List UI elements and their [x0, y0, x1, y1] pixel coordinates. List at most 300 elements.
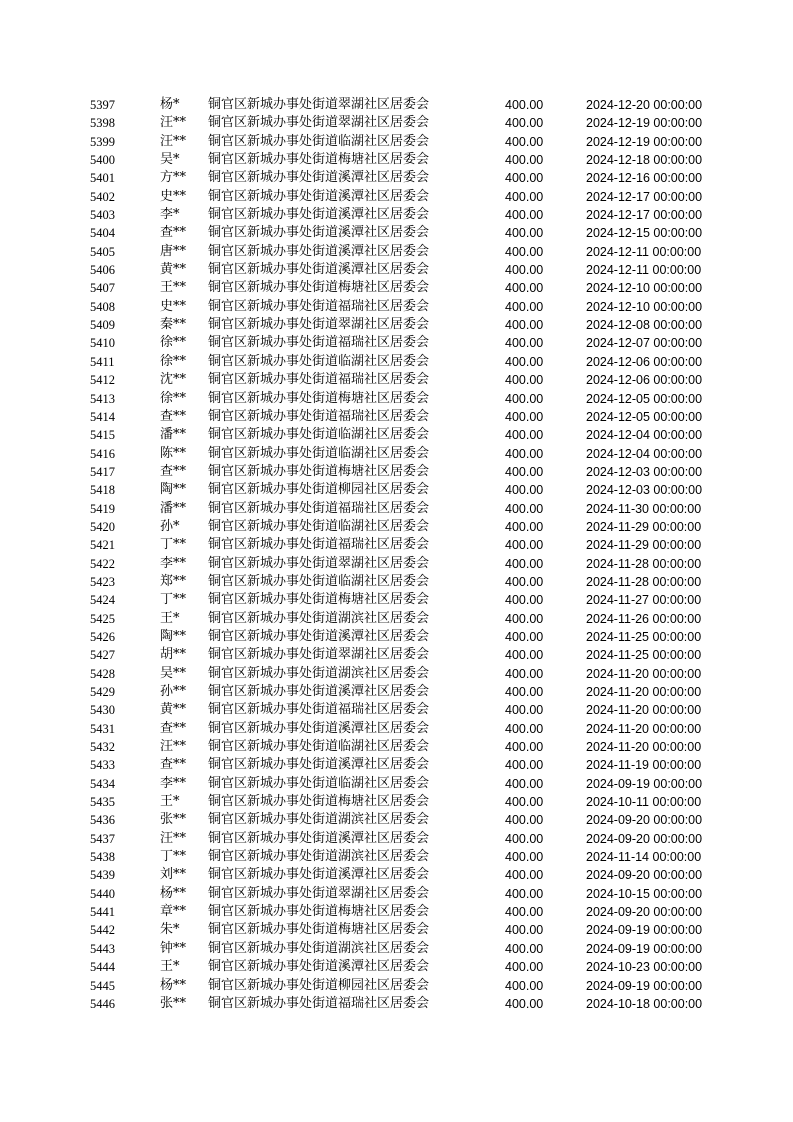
row-number: 5404 — [90, 226, 115, 241]
person-name: 查** — [160, 463, 187, 479]
person-name: 杨** — [160, 885, 187, 901]
amount-value: 400.00 — [505, 703, 544, 718]
date-value: 2024-09-20 00:00:00 — [586, 905, 703, 920]
organization-name: 铜官区新城办事处街道溪潭社区居委会 — [208, 720, 430, 736]
amount-value: 400.00 — [505, 189, 544, 204]
table-row — [0, 243, 793, 261]
amount-value: 400.00 — [505, 685, 544, 699]
amount-value: 400.00 — [505, 98, 544, 112]
amount-value: 400.00 — [505, 226, 544, 241]
amount-value: 400.00 — [505, 281, 544, 296]
organization-name: 铜官区新城办事处街道临湖社区居委会 — [208, 133, 430, 149]
table-row — [0, 169, 793, 187]
person-name: 吴** — [160, 665, 187, 681]
amount-value: 400.00 — [505, 134, 544, 149]
date-value: 2024-12-10 00:00:00 — [586, 299, 703, 314]
row-number: 5399 — [90, 134, 115, 149]
table-row — [0, 628, 793, 646]
row-number: 5409 — [90, 318, 115, 333]
organization-name: 铜官区新城办事处街道梅塘社区居委会 — [208, 152, 430, 168]
date-value: 2024-12-04 00:00:00 — [586, 428, 703, 443]
date-value: 2024-09-20 00:00:00 — [586, 831, 703, 846]
row-number: 5414 — [90, 409, 115, 424]
person-name: 王* — [160, 794, 180, 810]
organization-name: 铜官区新城办事处街道梅塘社区居委会 — [208, 463, 430, 479]
row-number: 5432 — [90, 740, 115, 755]
organization-name: 铜官区新城办事处街道梅塘社区居委会 — [208, 904, 430, 920]
person-name: 杨** — [160, 977, 187, 993]
organization-name: 铜官区新城办事处街道翠湖社区居委会 — [208, 115, 430, 131]
organization-name: 铜官区新城办事处街道福瑞社区居委会 — [208, 372, 430, 388]
table-row — [0, 940, 793, 958]
person-name: 唐** — [160, 243, 187, 259]
date-value: 2024-10-23 00:00:00 — [586, 960, 703, 975]
person-name: 黄** — [160, 262, 187, 278]
amount-value: 400.00 — [505, 886, 544, 901]
amount-value: 400.00 — [505, 923, 544, 938]
date-value: 2024-11-14 00:00:00 — [586, 850, 702, 865]
amount-value: 400.00 — [505, 171, 544, 186]
record-table — [0, 96, 793, 1013]
row-number: 5402 — [90, 189, 115, 204]
organization-name: 铜官区新城办事处街道溪潭社区居委会 — [208, 188, 430, 204]
row-number: 5442 — [90, 923, 115, 938]
date-value: 2024-11-20 00:00:00 — [586, 703, 702, 718]
row-number: 5412 — [90, 373, 115, 388]
date-value: 2024-10-11 00:00:00 — [586, 795, 702, 810]
organization-name: 铜官区新城办事处街道福瑞社区居委会 — [208, 702, 430, 718]
date-value: 2024-12-11 00:00:00 — [586, 263, 702, 278]
person-name: 汪** — [160, 133, 187, 149]
row-number: 5431 — [90, 721, 115, 736]
person-name: 胡** — [160, 647, 187, 663]
table-row — [0, 261, 793, 279]
person-name: 查** — [160, 720, 187, 736]
amount-value: 400.00 — [505, 905, 544, 920]
organization-name: 铜官区新城办事处街道梅塘社区居委会 — [208, 280, 430, 296]
date-value: 2024-12-17 00:00:00 — [586, 189, 703, 204]
amount-value: 400.00 — [505, 464, 544, 479]
date-value: 2024-12-05 00:00:00 — [586, 391, 703, 406]
row-number: 5433 — [90, 758, 115, 773]
organization-name: 铜官区新城办事处街道梅塘社区居委会 — [208, 592, 430, 608]
date-value: 2024-12-03 00:00:00 — [586, 483, 703, 498]
table-row — [0, 133, 793, 151]
organization-name: 铜官区新城办事处街道翠湖社区居委会 — [208, 647, 430, 663]
date-value: 2024-12-06 00:00:00 — [586, 354, 703, 369]
row-number: 5424 — [90, 593, 115, 608]
amount-value: 400.00 — [505, 996, 544, 1011]
table-row — [0, 96, 793, 114]
table-row — [0, 738, 793, 756]
person-name: 陶** — [160, 482, 187, 498]
table-row — [0, 701, 793, 719]
row-number: 5440 — [90, 886, 115, 901]
amount-value: 400.00 — [505, 263, 544, 278]
table-row — [0, 775, 793, 793]
person-name: 章** — [160, 904, 187, 920]
row-number: 5415 — [90, 428, 115, 443]
table-row — [0, 573, 793, 591]
amount-value: 400.00 — [505, 776, 544, 791]
row-number: 5397 — [90, 98, 115, 112]
table-row — [0, 591, 793, 609]
table-row — [0, 958, 793, 976]
row-number: 5438 — [90, 850, 115, 865]
row-number: 5401 — [90, 171, 115, 186]
person-name: 杨* — [160, 97, 180, 112]
table-row — [0, 224, 793, 242]
person-name: 秦** — [160, 317, 187, 333]
amount-value: 400.00 — [505, 960, 544, 975]
person-name: 方** — [160, 170, 187, 186]
person-name: 史** — [160, 298, 187, 314]
row-number: 5416 — [90, 446, 115, 461]
organization-name: 铜官区新城办事处街道梅塘社区居委会 — [208, 794, 430, 810]
organization-name: 铜官区新城办事处街道临湖社区居委会 — [208, 427, 430, 443]
organization-name: 铜官区新城办事处街道翠湖社区居委会 — [208, 555, 430, 571]
person-name: 徐** — [160, 335, 187, 351]
date-value: 2024-12-10 00:00:00 — [586, 281, 703, 296]
person-name: 沈** — [160, 372, 187, 388]
person-name: 查** — [160, 408, 187, 424]
table-row — [0, 426, 793, 444]
date-value: 2024-09-19 00:00:00 — [586, 941, 703, 956]
table-row — [0, 811, 793, 829]
amount-value: 400.00 — [505, 831, 544, 846]
date-value: 2024-12-17 00:00:00 — [586, 208, 703, 223]
organization-name: 铜官区新城办事处街道湖滨社区居委会 — [208, 849, 430, 865]
amount-value: 400.00 — [505, 556, 544, 571]
organization-name: 铜官区新城办事处街道临湖社区居委会 — [208, 518, 430, 534]
amount-value: 400.00 — [505, 409, 544, 424]
row-number: 5420 — [90, 519, 115, 534]
organization-name: 铜官区新城办事处街道湖滨社区居委会 — [208, 812, 430, 828]
amount-value: 400.00 — [505, 666, 544, 681]
organization-name: 铜官区新城办事处街道溪潭社区居委会 — [208, 225, 430, 241]
person-name: 潘** — [160, 500, 187, 516]
person-name: 王* — [160, 959, 180, 975]
row-number: 5435 — [90, 795, 115, 810]
organization-name: 铜官区新城办事处街道梅塘社区居委会 — [208, 922, 430, 938]
date-value: 2024-09-20 00:00:00 — [586, 813, 703, 828]
table-row — [0, 500, 793, 518]
row-number: 5413 — [90, 391, 115, 406]
organization-name: 铜官区新城办事处街道福瑞社区居委会 — [208, 298, 430, 314]
date-value: 2024-10-15 00:00:00 — [586, 886, 703, 901]
amount-value: 400.00 — [505, 648, 544, 663]
date-value: 2024-10-18 00:00:00 — [586, 996, 703, 1011]
person-name: 潘** — [160, 427, 187, 443]
person-name: 吴* — [160, 152, 180, 168]
amount-value: 400.00 — [505, 318, 544, 333]
date-value: 2024-11-20 00:00:00 — [586, 740, 702, 755]
person-name: 陶** — [160, 628, 187, 644]
table-row — [0, 866, 793, 884]
row-number: 5430 — [90, 703, 115, 718]
date-value: 2024-11-28 00:00:00 — [586, 574, 702, 589]
row-number: 5411 — [90, 354, 115, 369]
amount-value: 400.00 — [505, 299, 544, 314]
row-number: 5406 — [90, 263, 115, 278]
table-row — [0, 353, 793, 371]
organization-name: 铜官区新城办事处街道溪潭社区居委会 — [208, 262, 430, 278]
date-value: 2024-12-11 00:00:00 — [586, 244, 702, 259]
table-row — [0, 977, 793, 995]
row-number: 5422 — [90, 556, 115, 571]
person-name: 查** — [160, 757, 187, 773]
table-row — [0, 610, 793, 628]
date-value: 2024-09-19 00:00:00 — [586, 923, 703, 938]
table-row — [0, 298, 793, 316]
person-name: 李** — [160, 775, 187, 791]
organization-name: 铜官区新城办事处街道溪潭社区居委会 — [208, 170, 430, 186]
amount-value: 400.00 — [505, 593, 544, 608]
row-number: 5434 — [90, 776, 115, 791]
person-name: 徐** — [160, 353, 187, 369]
amount-value: 400.00 — [505, 519, 544, 534]
person-name: 黄** — [160, 702, 187, 718]
row-number: 5429 — [90, 685, 115, 699]
amount-value: 400.00 — [505, 116, 544, 131]
amount-value: 400.00 — [505, 428, 544, 443]
row-number: 5407 — [90, 281, 115, 296]
organization-name: 铜官区新城办事处街道溪潭社区居委会 — [208, 867, 430, 883]
organization-name: 铜官区新城办事处街道临湖社区居委会 — [208, 739, 430, 755]
row-number: 5408 — [90, 299, 115, 314]
table-row — [0, 279, 793, 297]
organization-name: 铜官区新城办事处街道溪潭社区居委会 — [208, 684, 430, 699]
table-row — [0, 848, 793, 866]
table-row — [0, 921, 793, 939]
organization-name: 铜官区新城办事处街道溪潭社区居委会 — [208, 830, 430, 846]
row-number: 5419 — [90, 501, 115, 516]
amount-value: 400.00 — [505, 538, 544, 553]
amount-value: 400.00 — [505, 611, 544, 626]
row-number: 5444 — [90, 960, 115, 975]
person-name: 李** — [160, 555, 187, 571]
row-number: 5446 — [90, 996, 115, 1011]
amount-value: 400.00 — [505, 941, 544, 956]
amount-value: 400.00 — [505, 850, 544, 865]
row-number: 5410 — [90, 336, 115, 351]
amount-value: 400.00 — [505, 446, 544, 461]
table-row — [0, 555, 793, 573]
amount-value: 400.00 — [505, 978, 544, 993]
table-row — [0, 903, 793, 921]
organization-name: 铜官区新城办事处街道溪潭社区居委会 — [208, 959, 430, 975]
row-number: 5423 — [90, 574, 115, 589]
amount-value: 400.00 — [505, 721, 544, 736]
date-value: 2024-11-20 00:00:00 — [586, 685, 702, 699]
person-name: 汪** — [160, 830, 187, 846]
person-name: 钟** — [160, 940, 187, 956]
person-name: 郑** — [160, 573, 187, 589]
person-name: 张** — [160, 995, 187, 1011]
table-row — [0, 646, 793, 664]
date-value: 2024-12-06 00:00:00 — [586, 373, 703, 388]
organization-name: 铜官区新城办事处街道临湖社区居委会 — [208, 353, 430, 369]
person-name: 孙* — [160, 518, 180, 534]
person-name: 王** — [160, 280, 187, 296]
amount-value: 400.00 — [505, 336, 544, 351]
table-row — [0, 390, 793, 408]
row-number: 5398 — [90, 116, 115, 131]
date-value: 2024-12-20 00:00:00 — [586, 98, 703, 112]
amount-value: 400.00 — [505, 740, 544, 755]
date-value: 2024-12-19 00:00:00 — [586, 116, 703, 131]
organization-name: 铜官区新城办事处街道湖滨社区居委会 — [208, 940, 430, 956]
row-number: 5426 — [90, 629, 115, 644]
date-value: 2024-12-08 00:00:00 — [586, 318, 703, 333]
row-number: 5425 — [90, 611, 115, 626]
person-name: 孙** — [160, 684, 187, 699]
organization-name: 铜官区新城办事处街道溪潭社区居委会 — [208, 207, 430, 223]
row-number: 5437 — [90, 831, 115, 846]
amount-value: 400.00 — [505, 868, 544, 883]
date-value: 2024-12-18 00:00:00 — [586, 153, 703, 168]
table-row — [0, 408, 793, 426]
date-value: 2024-12-19 00:00:00 — [586, 134, 703, 149]
amount-value: 400.00 — [505, 758, 544, 773]
organization-name: 铜官区新城办事处街道临湖社区居委会 — [208, 775, 430, 791]
table-row — [0, 151, 793, 169]
amount-value: 400.00 — [505, 244, 544, 259]
person-name: 汪** — [160, 739, 187, 755]
date-value: 2024-11-20 00:00:00 — [586, 666, 702, 681]
row-number: 5417 — [90, 464, 115, 479]
row-number: 5445 — [90, 978, 115, 993]
organization-name: 铜官区新城办事处街道临湖社区居委会 — [208, 445, 430, 461]
table-row — [0, 665, 793, 683]
person-name: 陈** — [160, 445, 187, 461]
organization-name: 铜官区新城办事处街道溪潭社区居委会 — [208, 757, 430, 773]
table-row — [0, 720, 793, 738]
amount-value: 400.00 — [505, 391, 544, 406]
date-value: 2024-12-16 00:00:00 — [586, 171, 703, 186]
organization-name: 铜官区新城办事处街道福瑞社区居委会 — [208, 408, 430, 424]
person-name: 查** — [160, 225, 187, 241]
date-value: 2024-11-25 00:00:00 — [586, 629, 702, 644]
row-number: 5439 — [90, 868, 115, 883]
table-row — [0, 683, 793, 701]
organization-name: 铜官区新城办事处街道翠湖社区居委会 — [208, 885, 430, 901]
organization-name: 铜官区新城办事处街道福瑞社区居委会 — [208, 537, 430, 553]
date-value: 2024-11-25 00:00:00 — [586, 648, 702, 663]
person-name: 徐** — [160, 390, 187, 406]
table-row — [0, 445, 793, 463]
amount-value: 400.00 — [505, 373, 544, 388]
person-name: 王* — [160, 610, 180, 626]
date-value: 2024-11-29 00:00:00 — [586, 519, 702, 534]
table-row — [0, 114, 793, 132]
organization-name: 铜官区新城办事处街道翠湖社区居委会 — [208, 97, 430, 112]
table-row — [0, 463, 793, 481]
person-name: 史** — [160, 188, 187, 204]
person-name: 丁** — [160, 537, 187, 553]
date-value: 2024-11-28 00:00:00 — [586, 556, 702, 571]
row-number: 5403 — [90, 208, 115, 223]
row-number: 5428 — [90, 666, 115, 681]
amount-value: 400.00 — [505, 483, 544, 498]
row-number: 5427 — [90, 648, 115, 663]
organization-name: 铜官区新城办事处街道溪潭社区居委会 — [208, 628, 430, 644]
organization-name: 铜官区新城办事处街道福瑞社区居委会 — [208, 335, 430, 351]
organization-name: 铜官区新城办事处街道柳园社区居委会 — [208, 977, 430, 993]
table-row — [0, 518, 793, 536]
organization-name: 铜官区新城办事处街道翠湖社区居委会 — [208, 317, 430, 333]
row-number: 5436 — [90, 813, 115, 828]
organization-name: 铜官区新城办事处街道临湖社区居委会 — [208, 573, 430, 589]
person-name: 汪** — [160, 115, 187, 131]
table-row — [0, 316, 793, 334]
person-name: 张** — [160, 812, 187, 828]
row-number: 5400 — [90, 153, 115, 168]
person-name: 朱* — [160, 922, 180, 938]
date-value: 2024-12-04 00:00:00 — [586, 446, 703, 461]
amount-value: 400.00 — [505, 795, 544, 810]
row-number: 5441 — [90, 905, 115, 920]
date-value: 2024-09-19 00:00:00 — [586, 978, 703, 993]
organization-name: 铜官区新城办事处街道梅塘社区居委会 — [208, 390, 430, 406]
amount-value: 400.00 — [505, 574, 544, 589]
table-row — [0, 536, 793, 554]
table-row — [0, 885, 793, 903]
date-value: 2024-12-07 00:00:00 — [586, 336, 703, 351]
person-name: 李* — [160, 207, 180, 223]
date-value: 2024-11-29 00:00:00 — [586, 538, 702, 553]
date-value: 2024-11-20 00:00:00 — [586, 721, 702, 736]
table-row — [0, 206, 793, 224]
organization-name: 铜官区新城办事处街道福瑞社区居委会 — [208, 500, 430, 516]
organization-name: 铜官区新城办事处街道溪潭社区居委会 — [208, 243, 430, 259]
amount-value: 400.00 — [505, 354, 544, 369]
date-value: 2024-11-26 00:00:00 — [586, 611, 702, 626]
amount-value: 400.00 — [505, 208, 544, 223]
person-name: 丁** — [160, 592, 187, 608]
date-value: 2024-09-20 00:00:00 — [586, 868, 703, 883]
table-row — [0, 334, 793, 352]
row-number: 5443 — [90, 941, 115, 956]
amount-value: 400.00 — [505, 153, 544, 168]
table-row — [0, 371, 793, 389]
date-value: 2024-11-19 00:00:00 — [586, 758, 702, 773]
table-row — [0, 481, 793, 499]
row-number: 5405 — [90, 244, 115, 259]
table-row — [0, 995, 793, 1013]
date-value: 2024-12-05 00:00:00 — [586, 409, 703, 424]
organization-name: 铜官区新城办事处街道湖滨社区居委会 — [208, 665, 430, 681]
row-number: 5418 — [90, 483, 115, 498]
table-row — [0, 756, 793, 774]
table-row — [0, 793, 793, 811]
organization-name: 铜官区新城办事处街道湖滨社区居委会 — [208, 610, 430, 626]
date-value: 2024-12-03 00:00:00 — [586, 464, 703, 479]
table-row — [0, 188, 793, 206]
date-value: 2024-09-19 00:00:00 — [586, 776, 703, 791]
row-number: 5421 — [90, 538, 115, 553]
amount-value: 400.00 — [505, 629, 544, 644]
organization-name: 铜官区新城办事处街道柳园社区居委会 — [208, 482, 430, 498]
date-value: 2024-11-30 00:00:00 — [586, 501, 702, 516]
date-value: 2024-11-27 00:00:00 — [586, 593, 702, 608]
person-name: 丁** — [160, 849, 187, 865]
person-name: 刘** — [160, 867, 187, 883]
date-value: 2024-12-15 00:00:00 — [586, 226, 703, 241]
amount-value: 400.00 — [505, 813, 544, 828]
organization-name: 铜官区新城办事处街道福瑞社区居委会 — [208, 995, 430, 1011]
table-row — [0, 830, 793, 848]
